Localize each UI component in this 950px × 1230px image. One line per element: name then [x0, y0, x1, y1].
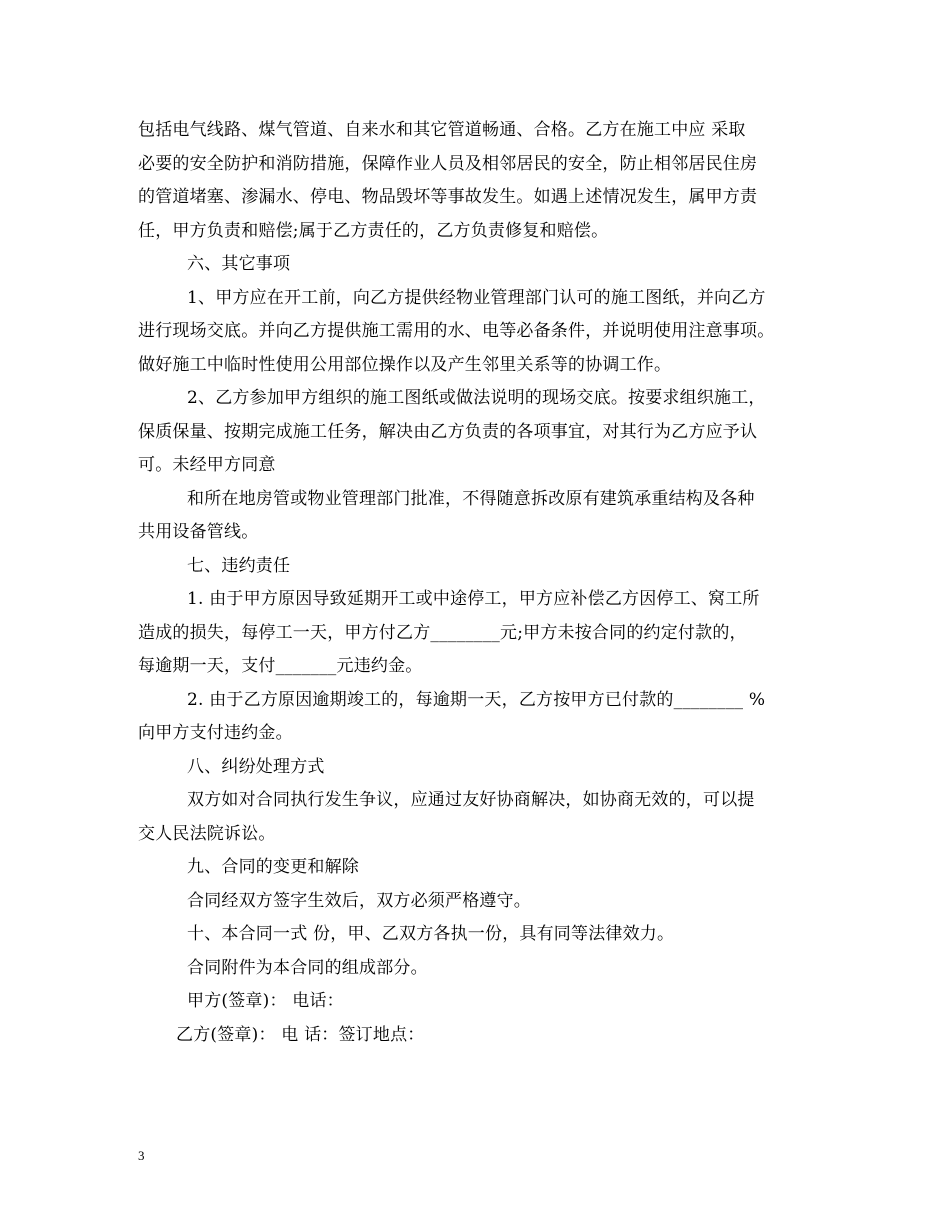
- paragraph-line: 和所在地房管或物业管理部门批准，不得随意拆改原有建筑承重结构及各种: [187, 488, 755, 509]
- paragraph-line: 的管道堵塞、渗漏水、停电、物品毁坏等事故发生。如遇上述情况发生，属甲方责: [138, 187, 758, 207]
- paragraph-line: 2. 由于乙方原因逾期竣工的，每逾期一天，乙方按甲方已付款的________ %: [187, 689, 766, 710]
- paragraph-line: 做好施工中临时性使用公用部位操作以及产生邻里关系等的协调工作。: [138, 354, 672, 375]
- page-number: 3: [138, 1148, 145, 1163]
- paragraph-line: 向甲方支付违约金。: [138, 723, 293, 743]
- paragraph-line: 包括电气线路、煤气管道、自来水和其它管道畅通、合格。乙方在施工中应 采取: [138, 120, 746, 140]
- section-heading-copies: 十、本合同一式 份，甲、乙双方各执一份，具有同等法律效力。: [187, 924, 675, 944]
- paragraph-line: 必要的安全防护和消防措施，保障作业人员及相邻居民的安全，防止相邻居民住房: [138, 153, 758, 174]
- section-heading-breach-liability: 七、违约责任: [187, 555, 291, 576]
- paragraph-line: 任，甲方负责和赔偿;属于乙方责任的，乙方负责修复和赔偿。: [138, 220, 609, 241]
- paragraph-line: 保质保量、按期完成施工任务，解决由乙方负责的各项事宜，对其行为乙方应予认: [138, 421, 758, 442]
- paragraph-line: 合同经双方签字生效后，双方必须严格遵守。: [187, 890, 531, 911]
- paragraph-line: 每逾期一天，支付_______元违约金。: [138, 656, 423, 676]
- paragraph-line: 2、乙方参加甲方组织的施工图纸或做法说明的现场交底。按要求组织施工，: [187, 388, 766, 408]
- paragraph-line: 可。未经甲方同意: [138, 455, 276, 475]
- section-heading-other-matters: 六、其它事项: [187, 254, 291, 274]
- section-heading-contract-changes: 九、合同的变更和解除: [187, 857, 359, 877]
- party-a-signature-line: 甲方(签章)： 电话：: [187, 991, 344, 1011]
- paragraph-line: 共用设备管线。: [138, 522, 259, 542]
- paragraph-line: 双方如对合同执行发生争议，应通过友好协商解决，如协商无效的，可以提: [187, 790, 755, 810]
- paragraph-line: 合同附件为本合同的组成部分。: [187, 957, 428, 978]
- paragraph-line: 1. 由于甲方原因导致延期开工或中途停工，甲方应补偿乙方因停工、窝工所: [187, 589, 760, 609]
- paragraph-line: 1、甲方应在开工前，向乙方提供经物业管理部门认可的施工图纸，并向乙方: [187, 287, 766, 308]
- contract-body: [138, 114, 828, 1052]
- section-heading-dispute-resolution: 八、纠纷处理方式: [187, 756, 325, 777]
- paragraph-line: 交人民法院诉讼。: [138, 823, 276, 844]
- paragraph-line: 进行现场交底。并向乙方提供施工需用的水、电等必备条件，并说明使用注意事项。: [138, 321, 775, 341]
- paragraph-line: 造成的损失，每停工一天，甲方付乙方________元;甲方未按合同的约定付款的，: [138, 622, 747, 643]
- party-b-signature-line: 乙方(签章)： 电 话：签订地点：: [176, 1024, 425, 1045]
